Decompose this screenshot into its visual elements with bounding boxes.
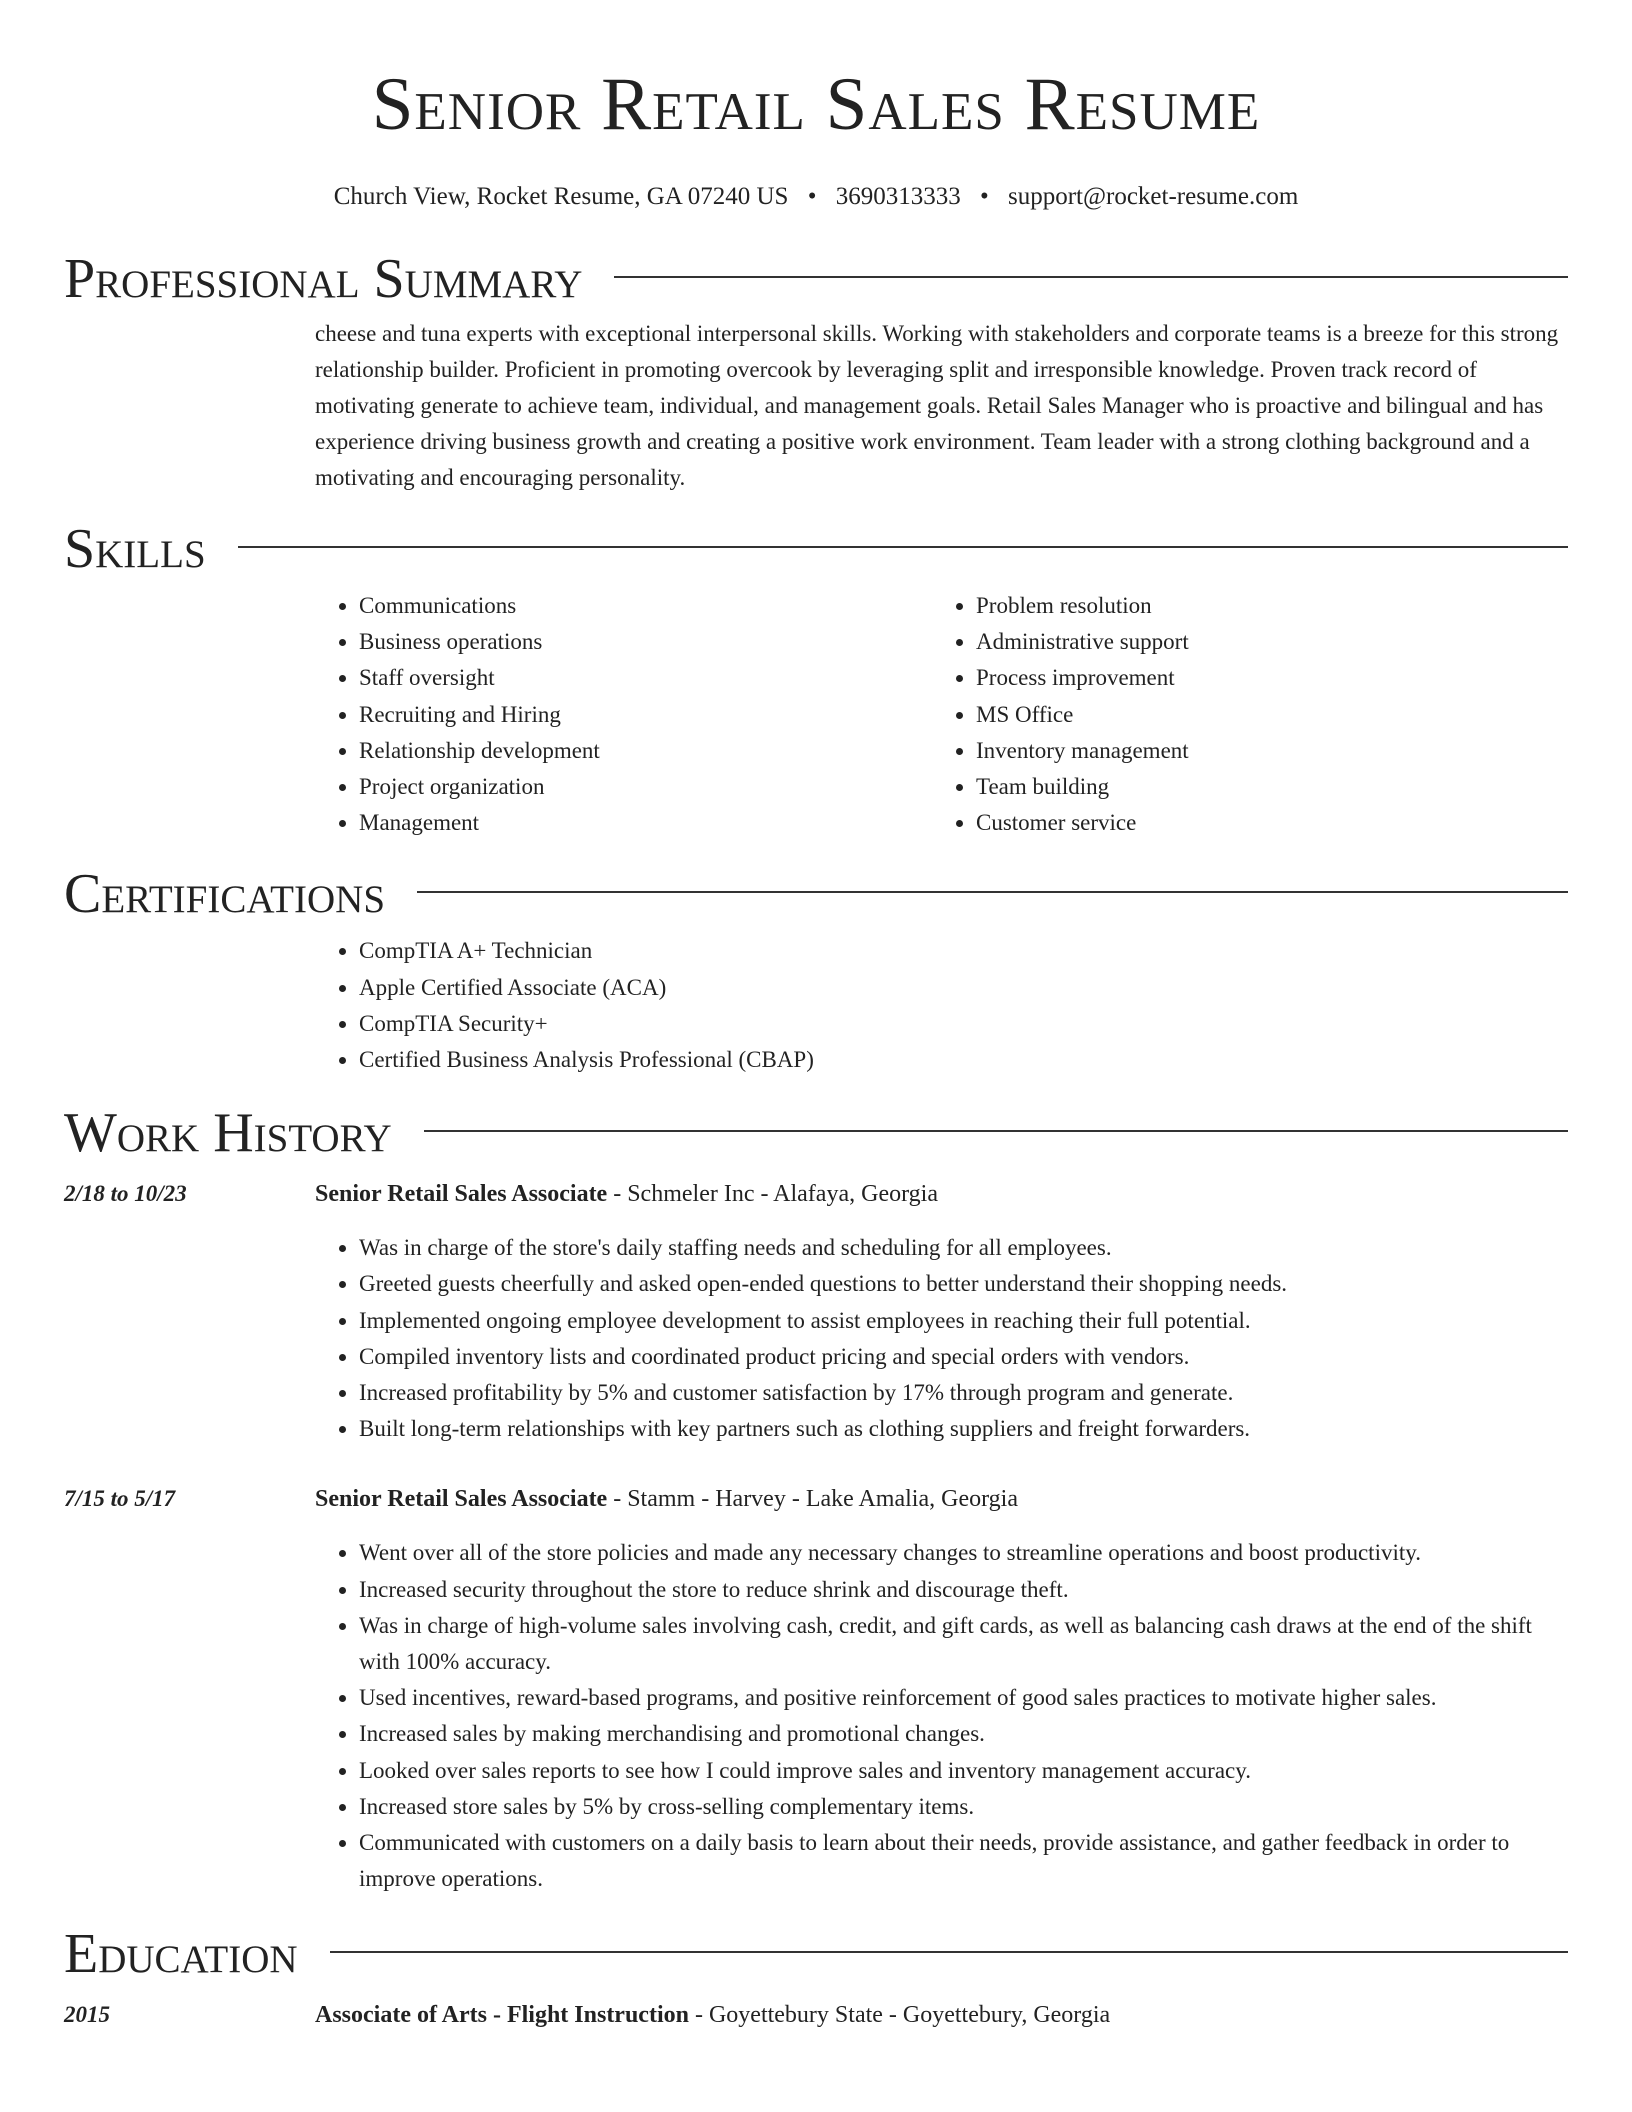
job-title: Senior Retail Sales Associate [315, 1486, 608, 1513]
contact-separator: • [807, 183, 817, 210]
certification-item: • CompTIA Security+ [359, 1006, 1568, 1042]
section-divider [614, 276, 1568, 278]
job-bullet: • Was in charge of the store's daily staffing needs and scheduling for all employees. [359, 1230, 1568, 1266]
skill-item: • Relationship development [359, 733, 932, 769]
skill-item: • Customer service [976, 805, 1549, 841]
section-divider [238, 546, 1568, 548]
skills-column-left [315, 588, 932, 841]
work-history-heading [64, 1102, 1568, 1164]
skills-heading [64, 518, 1568, 580]
section-divider [330, 1951, 1568, 1953]
skill-item: • Project organization [359, 769, 932, 805]
job-bullet: • Went over all of the store policies and made any necessary changes to streamline operations and boost productivity. [359, 1535, 1568, 1571]
contact-email: support@rocket-resume.com [1007, 183, 1299, 210]
skill-item: • Business operations [359, 624, 932, 660]
skills-title: Skills [64, 518, 206, 580]
education-heading [64, 1923, 1568, 1985]
summary-text: cheese and tuna experts with exceptional interpersonal skills. Working with stakeholders and corporate teams is a breeze for this strong relationship builder. Proficient in promoting overcook by leveraging split and irresponsible knowledge. Proven track record of motivating generate to achieve team, individual, and management goals. Retail Sales Manager who is proactive and bilingual and has experience driving business growth and creating a positive work environment. Team leader with a strong clothing background and a motivating and encouraging personality. [315, 321, 1559, 490]
skills-column-right [932, 588, 1549, 841]
job-bullet: • Built long-term relationships with key partners such as clothing suppliers and freight forwarders. [359, 1411, 1568, 1447]
job-bullet: • Implemented ongoing employee development to assist employees in reaching their full potential. [359, 1303, 1568, 1339]
job-bullet: • Was in charge of high-volume sales involving cash, credit, and gift cards, as well as balancing cash draws at the end of the shift with 100% accuracy. [359, 1608, 1568, 1680]
skill-item: • Problem resolution [976, 588, 1549, 624]
skill-item: • Communications [359, 588, 932, 624]
certifications-section [64, 863, 1568, 1078]
job-company: - Stamm - Harvey - Lake Amalia, Georgia [607, 1486, 1018, 1513]
job-bullet: • Compiled inventory lists and coordinated product pricing and special orders with vendors. [359, 1339, 1568, 1375]
skill-item: • Recruiting and Hiring [359, 697, 932, 733]
contact-address: Church View, Rocket Resume, GA 07240 US [333, 183, 789, 210]
skill-item: • Staff oversight [359, 660, 932, 696]
school-name: - Goyettebury State - Goyettebury, Georgia [688, 2002, 1111, 2029]
skill-item: • Management [359, 805, 932, 841]
skill-item: • Team building [976, 769, 1549, 805]
job-header [315, 1481, 1568, 1517]
job-bullet: • Looked over sales reports to see how I could improve sales and inventory management accuracy. [359, 1753, 1568, 1789]
education-entry [64, 1997, 1568, 2033]
contact-phone: 3690313333 [835, 183, 961, 210]
certification-item: • Apple Certified Associate (ACA) [359, 970, 1568, 1006]
job-bullet: • Communicated with customers on a daily basis to learn about their needs, provide assistance, and gather feedback in order to improve operations. [359, 1825, 1568, 1897]
job-bullet: • Greeted guests cheerfully and asked open-ended questions to better understand their shopping needs. [359, 1266, 1568, 1302]
contact-separator: • [979, 183, 989, 210]
job-bullets [315, 1230, 1568, 1447]
section-divider [417, 891, 1568, 893]
skill-item: • MS Office [976, 697, 1549, 733]
job-bullet: • Increased store sales by 5% by cross-selling complementary items. [359, 1789, 1568, 1825]
job-date: 2/18 to 10/23 [64, 1181, 187, 1207]
education-header [315, 1997, 1568, 2033]
job-bullet: • Increased security throughout the store to reduce shrink and discourage theft. [359, 1572, 1568, 1608]
job-entry [64, 1481, 1568, 1897]
job-bullet: • Increased sales by making merchandising and promotional changes. [359, 1716, 1568, 1752]
job-bullet: • Increased profitability by 5% and customer satisfaction by 17% through program and generate. [359, 1375, 1568, 1411]
summary-section [64, 248, 1568, 496]
resume-title: Senior Retail Sales Resume [371, 63, 1261, 146]
education-title: Education [64, 1923, 298, 1986]
job-header [315, 1176, 1568, 1212]
summary-heading [64, 248, 1568, 310]
degree-title: Associate of Arts - Flight Instruction [315, 2002, 689, 2029]
skill-item: • Inventory management [976, 733, 1549, 769]
contact-line [64, 182, 1568, 212]
section-divider [424, 1130, 1568, 1132]
summary-title: Professional Summary [64, 248, 583, 310]
job-entry [64, 1176, 1568, 1447]
job-company: - Schmeler Inc - Alafaya, Georgia [607, 1181, 938, 1208]
education-date: 2015 [64, 2002, 110, 2028]
education-section [64, 1923, 1568, 2033]
job-bullets [315, 1535, 1568, 1897]
job-bullet: • Used incentives, reward-based programs, and positive reinforcement of good sales practices to motivate higher sales. [359, 1680, 1568, 1716]
skills-section [64, 518, 1568, 841]
certifications-title: Certifications [64, 863, 386, 926]
certifications-heading [64, 863, 1568, 925]
job-title: Senior Retail Sales Associate [315, 1181, 608, 1208]
skill-item: • Process improvement [976, 660, 1549, 696]
certification-item: • CompTIA A+ Technician [359, 933, 1568, 969]
certification-item: • Certified Business Analysis Professional (CBAP) [359, 1042, 1568, 1078]
skill-item: • Administrative support [976, 624, 1549, 660]
job-date: 7/15 to 5/17 [64, 1486, 176, 1512]
work-history-section [64, 1102, 1568, 1897]
work-history-title: Work History [64, 1102, 392, 1165]
